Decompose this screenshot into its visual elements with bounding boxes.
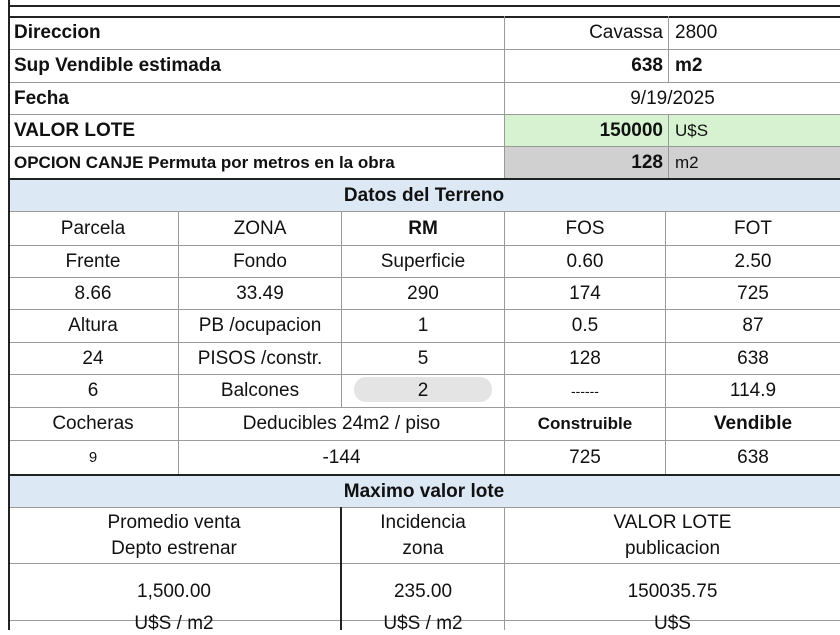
sup-vendible-unit: m2	[675, 55, 703, 76]
fecha-value: 9/19/2025	[630, 87, 715, 109]
header-zona: ZONA	[233, 217, 287, 239]
cell-vendible-label: Vendible	[713, 413, 793, 434]
maximo-col3-value: 150035.75	[627, 581, 718, 602]
maximo-col3-unit	[505, 613, 840, 634]
maximo-col1-value: 1,500.00	[137, 581, 211, 602]
canje-value: 128	[631, 151, 663, 173]
cell-fot-value: 2.50	[734, 250, 772, 272]
maximo-col2-unit-text: U$S / m2	[383, 613, 463, 634]
maximo-col2-line1: Incidencia	[380, 511, 466, 533]
cell-cocheras-value: 9	[88, 449, 98, 466]
spreadsheet	[8, 0, 840, 634]
valor-lote-label: VALOR LOTE	[14, 119, 136, 141]
maximo-col2-unit	[342, 613, 504, 634]
cell-pb-count: 1	[417, 315, 429, 336]
cell-fos-m2: 174	[569, 282, 601, 304]
cell-pb-m2: 87	[742, 315, 764, 336]
cell-frente-value: 8.66	[74, 282, 112, 304]
maximo-col3-unit-text: U$S	[654, 613, 691, 634]
header-fot: FOT	[734, 217, 772, 239]
cell-cocheras: Cocheras	[52, 413, 134, 434]
cell-pisos-count: 5	[417, 347, 429, 369]
cell-fondo: Fondo	[233, 250, 287, 272]
cell-balcones: Balcones	[220, 380, 300, 401]
rule	[8, 5, 840, 7]
fecha-label: Fecha	[14, 87, 69, 109]
maximo-col3-line2: publicacion	[624, 537, 721, 559]
direccion-number: 2800	[675, 22, 718, 43]
maximo-col1-unit	[8, 613, 340, 634]
cell-deducibles: Deducibles 24m2 / piso	[242, 413, 441, 434]
header-rm: RM	[408, 217, 438, 239]
cell-frente: Frente	[65, 250, 121, 272]
header-fos: FOS	[565, 217, 605, 239]
maximo-col1-line2: Depto estrenar	[111, 537, 237, 559]
canje-label: OPCION CANJE Permuta por metros en la obra	[14, 152, 395, 172]
maximo-col2-line2: zona	[402, 537, 444, 559]
cell-fos-value: 0.60	[566, 250, 604, 272]
direccion-street: Cavassa	[589, 22, 663, 43]
cell-construible-value: 725	[569, 446, 601, 468]
cell-fondo-value: 33.49	[236, 282, 284, 304]
header-parcela: Parcela	[60, 217, 126, 239]
cell-pisos-constr: PISOS /constr.	[197, 347, 323, 369]
cell-balcones-dash: ------	[571, 383, 599, 399]
cell-pisos-total: 638	[737, 347, 769, 369]
maximo-col1-header	[8, 508, 340, 563]
cell-pb-ocupacion: PB /ocupacion	[198, 315, 322, 336]
cell-superficie: Superficie	[380, 250, 466, 272]
cell-balcones-m2: 114.9	[729, 380, 777, 401]
cell-vendible-value: 638	[737, 446, 769, 468]
sup-vendible-label: Sup Vendible estimada	[14, 55, 221, 76]
cell-fot-m2: 725	[737, 282, 769, 304]
maximo-col2-value: 235.00	[393, 581, 453, 602]
direccion-label: Direccion	[14, 22, 101, 43]
maximo-col3-line1: VALOR LOTE	[613, 511, 732, 533]
maximo-col1-line1: Promedio venta	[107, 511, 241, 533]
sup-vendible-value: 638	[631, 55, 663, 76]
maximo-col1-unit-text: U$S / m2	[134, 613, 214, 634]
datos-terreno-title: Datos del Terreno	[343, 184, 505, 206]
cell-balcones-count[interactable]: 2	[417, 380, 429, 401]
cell-altura-value: 24	[82, 347, 104, 369]
cell-pb-factor: 0.5	[571, 315, 599, 336]
cell-pisos-m2: 128	[569, 347, 601, 369]
maximo-col3-header	[505, 508, 840, 563]
cell-deducibles-value: -144	[322, 446, 361, 468]
valor-lote-unit: U$S	[675, 120, 709, 140]
cell-pisos-value: 6	[87, 380, 99, 401]
canje-unit: m2	[675, 152, 699, 172]
maximo-title: Maximo valor lote	[343, 480, 505, 502]
maximo-col2-header	[342, 508, 504, 563]
valor-lote-value: 150000	[599, 119, 663, 141]
cell-superficie-value: 290	[407, 282, 439, 304]
cell-construible-label: Construible	[537, 414, 633, 433]
cell-altura: Altura	[68, 315, 118, 336]
